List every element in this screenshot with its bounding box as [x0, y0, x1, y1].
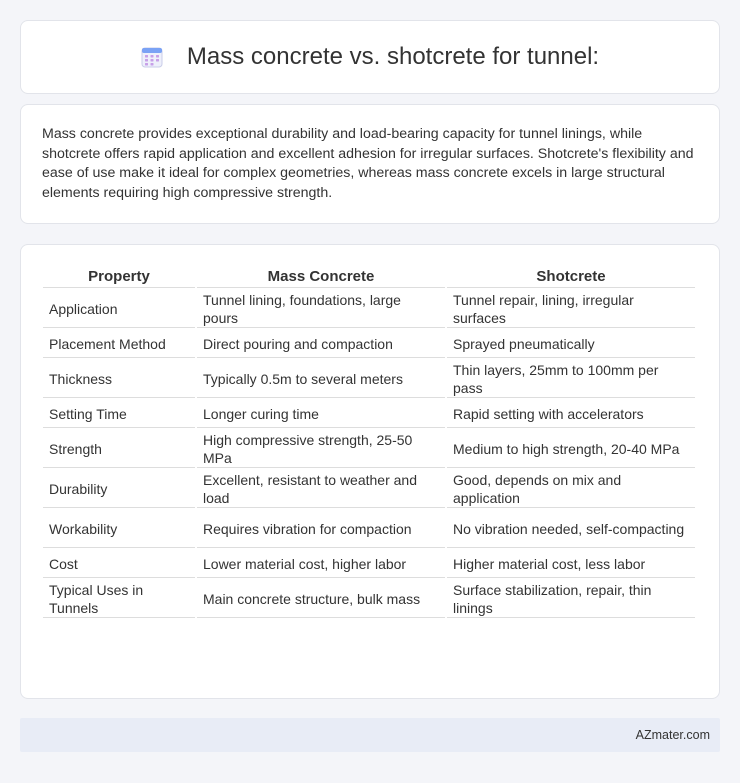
table-cell: No vibration needed, self-compacting: [447, 510, 695, 548]
table-cell: Rapid setting with accelerators: [447, 400, 695, 428]
table-cell: Durability: [43, 470, 195, 508]
column-header: Property: [43, 264, 195, 288]
table-cell: Direct pouring and compaction: [197, 330, 445, 358]
table-cell: Surface stabilization, repair, thin linings: [447, 580, 695, 618]
column-header: Shotcrete: [447, 264, 695, 288]
table-cell: Thickness: [43, 360, 195, 398]
table-cell: Placement Method: [43, 330, 195, 358]
table-cell: Tunnel lining, foundations, large pours: [197, 290, 445, 328]
table-cell: Application: [43, 290, 195, 328]
table-row: [43, 470, 695, 508]
table-row: [43, 550, 695, 578]
footer: [20, 718, 720, 752]
table-cell: Cost: [43, 550, 195, 578]
comparison-table: [41, 262, 697, 620]
table-row: [43, 360, 695, 398]
footer-site-link[interactable]: AZmater.com: [635, 728, 710, 742]
table-row: [43, 510, 695, 548]
table-cell: Lower material cost, higher labor: [197, 550, 445, 578]
table-cell: Typical Uses in Tunnels: [43, 580, 195, 618]
table-cell: Good, depends on mix and application: [447, 470, 695, 508]
page-title: Mass concrete vs. shotcrete for tunnel:: [186, 43, 600, 70]
table-cell: Thin layers, 25mm to 100mm per pass: [447, 360, 695, 398]
table-cell: Setting Time: [43, 400, 195, 428]
table-cell: Workability: [43, 510, 195, 548]
table-cell: Typically 0.5m to several meters: [197, 360, 445, 398]
table-row: [43, 430, 695, 468]
table-cell: Strength: [43, 430, 195, 468]
table-row: [43, 290, 695, 328]
table-cell: Medium to high strength, 20-40 MPa: [447, 430, 695, 468]
table-cell: High compressive strength, 25-50 MPa: [197, 430, 445, 468]
title-card: [20, 20, 720, 94]
summary-text: Mass concrete provides exceptional durability and load-bearing capacity for tunnel linings, while shotcrete offers rapid application and excellent adhesion for irregular surfaces. Shotcrete's flexibility and ease of use make it ideal for complex geometries, whereas mass concrete excels in large structural elements requiring high compressive strength.: [42, 126, 694, 201]
table-row: [43, 580, 695, 618]
table-cell: Sprayed pneumatically: [447, 330, 695, 358]
calendar-icon: [141, 46, 163, 68]
table-cell: Excellent, resistant to weather and load: [197, 470, 445, 508]
table-cell: Higher material cost, less labor: [447, 550, 695, 578]
table-cell: Tunnel repair, lining, irregular surfaces: [447, 290, 695, 328]
table-cell: Longer curing time: [197, 400, 445, 428]
table-row: [43, 330, 695, 358]
column-header: Mass Concrete: [197, 264, 445, 288]
table-header-row: [43, 264, 695, 288]
comparison-table-card: [20, 244, 720, 699]
table-cell: Main concrete structure, bulk mass: [197, 580, 445, 618]
table-cell: Requires vibration for compaction: [197, 510, 445, 548]
table-row: [43, 400, 695, 428]
summary-card: [20, 104, 720, 224]
